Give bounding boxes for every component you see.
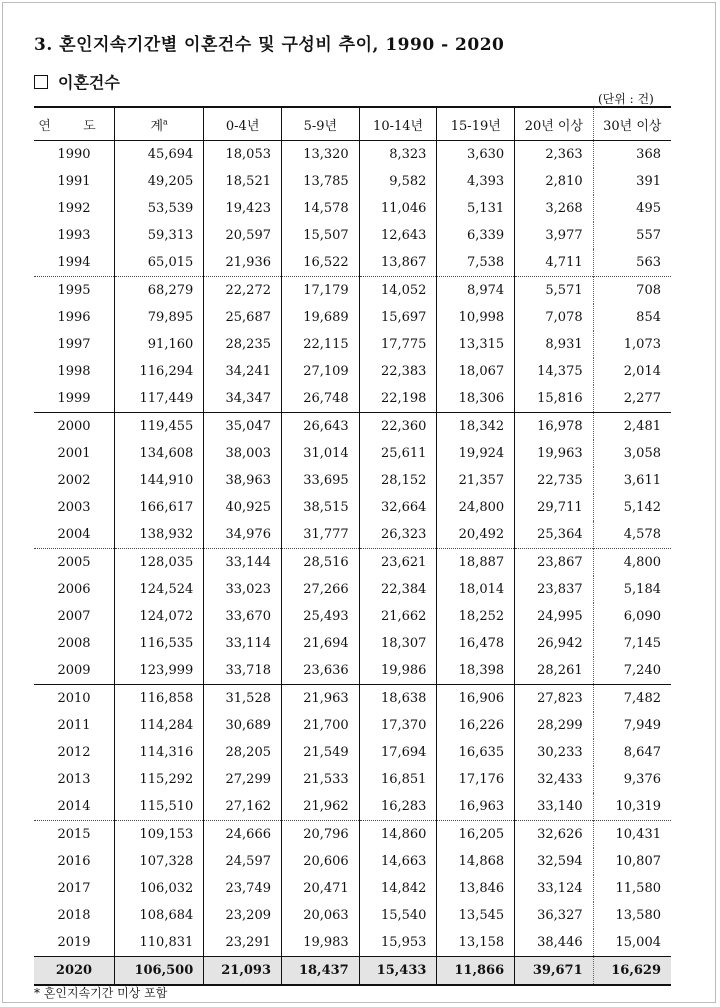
cell-year: 1991 — [57, 174, 91, 189]
cell-total: 107,328 — [115, 848, 204, 875]
cell-10-14: 23,621 — [359, 549, 437, 577]
cell-year: 1998 — [57, 364, 91, 379]
cell-total: 91,160 — [115, 331, 204, 358]
cell-0-4: 34,976 — [204, 521, 282, 549]
cell-10-14: 22,384 — [359, 576, 437, 603]
cell-20-plus: 19,963 — [515, 440, 593, 467]
cell-0-4: 33,114 — [204, 630, 282, 657]
table-row — [34, 712, 671, 739]
cell-10-14: 13,867 — [359, 249, 437, 277]
cell-15-19: 21,357 — [437, 467, 515, 494]
cell-15-19: 18,306 — [437, 385, 515, 413]
cell-5-9: 26,748 — [282, 385, 360, 413]
cell-0-4: 20,597 — [204, 222, 282, 249]
cell-5-9: 13,320 — [282, 141, 360, 169]
cell-20-plus: 23,837 — [515, 576, 593, 603]
cell-30-plus: 5,142 — [593, 494, 671, 521]
cell-30-plus: 3,611 — [593, 467, 671, 494]
cell-30-plus: 368 — [593, 141, 671, 169]
cell-15-19: 16,963 — [437, 793, 515, 821]
cell-15-19: 16,906 — [437, 685, 515, 713]
cell-total: 119,455 — [115, 413, 204, 441]
table-row — [34, 331, 671, 358]
table-row — [34, 521, 671, 549]
cell-5-9: 14,578 — [282, 195, 360, 222]
cell-15-19: 5,131 — [437, 195, 515, 222]
cell-15-19: 16,205 — [437, 821, 515, 849]
cell-total: 117,449 — [115, 385, 204, 413]
cell-year: 2006 — [57, 582, 91, 597]
cell-total: 65,015 — [115, 249, 204, 277]
cell-year: 2007 — [57, 609, 91, 624]
cell-0-4: 21,936 — [204, 249, 282, 277]
cell-0-4: 34,241 — [204, 358, 282, 385]
table-row — [34, 875, 671, 902]
cell-20-plus: 27,823 — [515, 685, 593, 713]
cell-total: 124,072 — [115, 603, 204, 630]
cell-total: 115,510 — [115, 793, 204, 821]
table-row — [34, 385, 671, 413]
cell-0-4: 38,003 — [204, 440, 282, 467]
cell-20-plus: 28,261 — [515, 657, 593, 685]
cell-year: 2008 — [57, 636, 91, 651]
cell-30-plus: 5,184 — [593, 576, 671, 603]
cell-20-plus: 3,268 — [515, 195, 593, 222]
table-row — [34, 494, 671, 521]
table-row — [34, 413, 671, 441]
cell-15-19: 14,868 — [437, 848, 515, 875]
cell-15-19: 16,226 — [437, 712, 515, 739]
cell-5-9: 28,516 — [282, 549, 360, 577]
cell-20-plus: 5,571 — [515, 277, 593, 305]
cell-year: 2004 — [57, 527, 91, 542]
cell-15-19: 3,630 — [437, 141, 515, 169]
cell-0-4: 27,162 — [204, 793, 282, 821]
cell-10-14: 11,046 — [359, 195, 437, 222]
cell-total: 166,617 — [115, 494, 204, 521]
cell-10-14: 17,370 — [359, 712, 437, 739]
cell-30-plus: 6,090 — [593, 603, 671, 630]
cell-20-plus: 8,931 — [515, 331, 593, 358]
cell-15-19: 17,176 — [437, 766, 515, 793]
cell-10-14: 21,662 — [359, 603, 437, 630]
cell-15-19: 18,398 — [437, 657, 515, 685]
table-row — [34, 168, 671, 195]
cell-0-4: 33,144 — [204, 549, 282, 577]
cell-0-4: 35,047 — [204, 413, 282, 441]
cell-total: 49,205 — [115, 168, 204, 195]
cell-total: 124,524 — [115, 576, 204, 603]
cell-year: 2010 — [34, 685, 115, 713]
square-bullet-icon — [34, 75, 48, 89]
cell-total: 134,608 — [115, 440, 204, 467]
page-title: 3. 혼인지속기간별 이혼건수 및 구성비 추이, 1990 - 2020 — [34, 35, 505, 55]
cell-5-9: 21,963 — [282, 685, 360, 713]
cell-30-plus: 2,014 — [593, 358, 671, 385]
cell-year: 1999 — [57, 391, 91, 406]
cell-5-9: 27,266 — [282, 576, 360, 603]
cell-10-14: 8,323 — [359, 141, 437, 169]
cell-15-19: 6,339 — [437, 222, 515, 249]
cell-10-14: 28,152 — [359, 467, 437, 494]
cell-total: 115,292 — [115, 766, 204, 793]
cell-10-14: 9,582 — [359, 168, 437, 195]
column-header-30-plus: 30년 이상 — [593, 107, 671, 141]
cell-10-14: 19,986 — [359, 657, 437, 685]
cell-total: 109,153 — [115, 821, 204, 849]
cell-year: 2005 — [34, 549, 115, 577]
cell-total: 144,910 — [115, 467, 204, 494]
table-row — [34, 957, 671, 986]
cell-30-plus: 11,580 — [593, 875, 671, 902]
cell-5-9: 31,014 — [282, 440, 360, 467]
cell-5-9: 13,785 — [282, 168, 360, 195]
table-row — [34, 549, 671, 577]
table-row — [34, 304, 671, 331]
cell-15-19: 8,974 — [437, 277, 515, 305]
cell-15-19: 18,014 — [437, 576, 515, 603]
cell-30-plus: 16,629 — [593, 957, 671, 986]
cell-total: 106,500 — [115, 957, 204, 986]
cell-10-14: 12,643 — [359, 222, 437, 249]
cell-0-4: 23,291 — [204, 929, 282, 957]
cell-0-4: 25,687 — [204, 304, 282, 331]
cell-10-14: 22,198 — [359, 385, 437, 413]
cell-total: 68,279 — [115, 277, 204, 305]
cell-total: 106,032 — [115, 875, 204, 902]
cell-5-9: 21,533 — [282, 766, 360, 793]
cell-0-4: 18,521 — [204, 168, 282, 195]
cell-10-14: 26,323 — [359, 521, 437, 549]
cell-30-plus: 10,431 — [593, 821, 671, 849]
cell-20-plus: 32,626 — [515, 821, 593, 849]
cell-20-plus: 36,327 — [515, 902, 593, 929]
cell-5-9: 21,694 — [282, 630, 360, 657]
cell-0-4: 33,718 — [204, 657, 282, 685]
cell-30-plus: 9,376 — [593, 766, 671, 793]
cell-30-plus: 391 — [593, 168, 671, 195]
cell-5-9: 25,493 — [282, 603, 360, 630]
cell-15-19: 24,800 — [437, 494, 515, 521]
cell-year: 2012 — [57, 745, 91, 760]
column-header-year: 연 도 — [34, 107, 115, 141]
cell-5-9: 20,063 — [282, 902, 360, 929]
cell-year: 2013 — [57, 772, 91, 787]
cell-5-9: 16,522 — [282, 249, 360, 277]
cell-30-plus: 563 — [593, 249, 671, 277]
cell-20-plus: 23,867 — [515, 549, 593, 577]
cell-5-9: 27,109 — [282, 358, 360, 385]
cell-20-plus: 32,433 — [515, 766, 593, 793]
cell-5-9: 33,695 — [282, 467, 360, 494]
cell-total: 128,035 — [115, 549, 204, 577]
column-header-0-4: 0-4년 — [204, 107, 282, 141]
cell-year: 1990 — [57, 147, 91, 162]
cell-20-plus: 39,671 — [515, 957, 593, 986]
cell-10-14: 15,953 — [359, 929, 437, 957]
cell-30-plus: 13,580 — [593, 902, 671, 929]
cell-15-19: 16,478 — [437, 630, 515, 657]
cell-total: 53,539 — [115, 195, 204, 222]
section-heading-label: 이혼건수 — [58, 73, 120, 92]
cell-10-14: 22,383 — [359, 358, 437, 385]
cell-year: 2014 — [57, 799, 91, 814]
cell-30-plus: 708 — [593, 277, 671, 305]
section-heading — [34, 70, 120, 93]
cell-10-14: 14,052 — [359, 277, 437, 305]
column-header-10-14: 10-14년 — [359, 107, 437, 141]
cell-year: 1995 — [34, 277, 115, 305]
cell-0-4: 24,666 — [204, 821, 282, 849]
table-row — [34, 766, 671, 793]
cell-5-9: 20,606 — [282, 848, 360, 875]
table-row — [34, 358, 671, 385]
cell-year: 1997 — [57, 337, 91, 352]
cell-20-plus: 14,375 — [515, 358, 593, 385]
cell-15-19: 10,998 — [437, 304, 515, 331]
cell-total: 108,684 — [115, 902, 204, 929]
table-row — [34, 902, 671, 929]
cell-total: 138,932 — [115, 521, 204, 549]
cell-10-14: 15,433 — [359, 957, 437, 986]
cell-30-plus: 854 — [593, 304, 671, 331]
cell-30-plus: 1,073 — [593, 331, 671, 358]
column-header-15-19: 15-19년 — [437, 107, 515, 141]
cell-5-9: 20,796 — [282, 821, 360, 849]
cell-0-4: 22,272 — [204, 277, 282, 305]
cell-0-4: 38,963 — [204, 467, 282, 494]
cell-15-19: 18,342 — [437, 413, 515, 441]
cell-5-9: 21,700 — [282, 712, 360, 739]
table-row — [34, 467, 671, 494]
cell-30-plus: 2,277 — [593, 385, 671, 413]
cell-20-plus: 32,594 — [515, 848, 593, 875]
cell-30-plus: 10,807 — [593, 848, 671, 875]
cell-15-19: 7,538 — [437, 249, 515, 277]
cell-10-14: 25,611 — [359, 440, 437, 467]
cell-0-4: 19,423 — [204, 195, 282, 222]
cell-total: 114,316 — [115, 739, 204, 766]
cell-15-19: 4,393 — [437, 168, 515, 195]
cell-10-14: 14,842 — [359, 875, 437, 902]
cell-total: 116,294 — [115, 358, 204, 385]
cell-total: 116,858 — [115, 685, 204, 713]
cell-year: 1993 — [57, 228, 91, 243]
cell-0-4: 24,597 — [204, 848, 282, 875]
cell-30-plus: 495 — [593, 195, 671, 222]
cell-year: 2011 — [57, 718, 91, 733]
cell-year: 2016 — [57, 854, 91, 869]
cell-5-9: 18,437 — [282, 957, 360, 986]
table-row — [34, 657, 671, 685]
cell-30-plus: 10,319 — [593, 793, 671, 821]
cell-10-14: 15,540 — [359, 902, 437, 929]
cell-20-plus: 29,711 — [515, 494, 593, 521]
table-row — [34, 249, 671, 277]
cell-15-19: 18,887 — [437, 549, 515, 577]
cell-10-14: 22,360 — [359, 413, 437, 441]
cell-30-plus: 15,004 — [593, 929, 671, 957]
table-row — [34, 848, 671, 875]
column-header-20-plus: 20년 이상 — [515, 107, 593, 141]
cell-year: 2003 — [57, 500, 91, 515]
cell-20-plus: 3,977 — [515, 222, 593, 249]
cell-30-plus: 2,481 — [593, 413, 671, 441]
cell-20-plus: 24,995 — [515, 603, 593, 630]
total-marker: a — [163, 117, 168, 127]
cell-15-19: 16,635 — [437, 739, 515, 766]
cell-5-9: 19,983 — [282, 929, 360, 957]
table-header-row — [34, 107, 671, 141]
cell-year: 1996 — [57, 310, 91, 325]
cell-year: 2017 — [57, 881, 91, 896]
cell-20-plus: 2,363 — [515, 141, 593, 169]
cell-year: 2015 — [34, 821, 115, 849]
cell-0-4: 18,053 — [204, 141, 282, 169]
cell-year: 2009 — [57, 663, 91, 678]
cell-0-4: 23,749 — [204, 875, 282, 902]
cell-0-4: 21,093 — [204, 957, 282, 986]
cell-5-9: 19,689 — [282, 304, 360, 331]
cell-5-9: 31,777 — [282, 521, 360, 549]
table-row — [34, 141, 671, 169]
cell-10-14: 18,307 — [359, 630, 437, 657]
cell-15-19: 13,158 — [437, 929, 515, 957]
cell-10-14: 16,283 — [359, 793, 437, 821]
cell-15-19: 13,545 — [437, 902, 515, 929]
cell-30-plus: 7,949 — [593, 712, 671, 739]
cell-total: 123,999 — [115, 657, 204, 685]
column-header-total — [115, 107, 204, 141]
cell-30-plus: 4,800 — [593, 549, 671, 577]
cell-15-19: 19,924 — [437, 440, 515, 467]
cell-15-19: 20,492 — [437, 521, 515, 549]
cell-15-19: 18,252 — [437, 603, 515, 630]
cell-15-19: 18,067 — [437, 358, 515, 385]
cell-30-plus: 557 — [593, 222, 671, 249]
table-row — [34, 277, 671, 305]
cell-20-plus: 22,735 — [515, 467, 593, 494]
cell-20-plus: 15,816 — [515, 385, 593, 413]
table-row — [34, 685, 671, 713]
cell-0-4: 33,670 — [204, 603, 282, 630]
cell-30-plus: 7,145 — [593, 630, 671, 657]
cell-0-4: 23,209 — [204, 902, 282, 929]
cell-0-4: 27,299 — [204, 766, 282, 793]
cell-30-plus: 7,482 — [593, 685, 671, 713]
cell-year: 2002 — [57, 473, 91, 488]
cell-20-plus: 26,942 — [515, 630, 593, 657]
cell-5-9: 17,179 — [282, 277, 360, 305]
cell-total: 79,895 — [115, 304, 204, 331]
cell-30-plus: 4,578 — [593, 521, 671, 549]
cell-5-9: 38,515 — [282, 494, 360, 521]
cell-20-plus: 33,140 — [515, 793, 593, 821]
table-row — [34, 630, 671, 657]
cell-5-9: 21,549 — [282, 739, 360, 766]
cell-10-14: 18,638 — [359, 685, 437, 713]
cell-10-14: 32,664 — [359, 494, 437, 521]
table-row — [34, 222, 671, 249]
table-row — [34, 603, 671, 630]
cell-20-plus: 7,078 — [515, 304, 593, 331]
table-row — [34, 739, 671, 766]
cell-0-4: 30,689 — [204, 712, 282, 739]
cell-0-4: 33,023 — [204, 576, 282, 603]
cell-20-plus: 33,124 — [515, 875, 593, 902]
cell-total: 45,694 — [115, 141, 204, 169]
cell-20-plus: 2,810 — [515, 168, 593, 195]
cell-0-4: 28,205 — [204, 739, 282, 766]
cell-5-9: 15,507 — [282, 222, 360, 249]
cell-total: 59,313 — [115, 222, 204, 249]
table-row — [34, 440, 671, 467]
cell-10-14: 14,663 — [359, 848, 437, 875]
cell-20-plus: 38,446 — [515, 929, 593, 957]
unit-label: (단위 : 건) — [598, 92, 654, 106]
cell-30-plus: 7,240 — [593, 657, 671, 685]
cell-total: 110,831 — [115, 929, 204, 957]
cell-5-9: 20,471 — [282, 875, 360, 902]
cell-15-19: 11,866 — [437, 957, 515, 986]
cell-30-plus: 3,058 — [593, 440, 671, 467]
cell-year: 2020 — [34, 957, 115, 986]
column-header-5-9: 5-9년 — [282, 107, 360, 141]
cell-year: 1992 — [57, 201, 91, 216]
cell-0-4: 34,347 — [204, 385, 282, 413]
cell-20-plus: 30,233 — [515, 739, 593, 766]
cell-0-4: 40,925 — [204, 494, 282, 521]
cell-10-14: 17,694 — [359, 739, 437, 766]
table-body — [34, 141, 671, 986]
cell-year: 2018 — [57, 908, 91, 923]
cell-30-plus: 8,647 — [593, 739, 671, 766]
cell-total: 116,535 — [115, 630, 204, 657]
cell-year: 2019 — [57, 935, 91, 950]
cell-5-9: 22,115 — [282, 331, 360, 358]
table-row — [34, 576, 671, 603]
cell-10-14: 16,851 — [359, 766, 437, 793]
cell-10-14: 15,697 — [359, 304, 437, 331]
cell-20-plus: 16,978 — [515, 413, 593, 441]
cell-0-4: 31,528 — [204, 685, 282, 713]
cell-10-14: 17,775 — [359, 331, 437, 358]
cell-5-9: 23,636 — [282, 657, 360, 685]
table-row — [34, 195, 671, 222]
cell-10-14: 14,860 — [359, 821, 437, 849]
table-row — [34, 793, 671, 821]
cell-5-9: 21,962 — [282, 793, 360, 821]
cell-15-19: 13,846 — [437, 875, 515, 902]
column-header-total-label: 계 — [150, 118, 164, 134]
cell-15-19: 13,315 — [437, 331, 515, 358]
cell-20-plus: 4,711 — [515, 249, 593, 277]
cell-20-plus: 25,364 — [515, 521, 593, 549]
divorce-table — [34, 106, 671, 986]
table-row — [34, 929, 671, 957]
cell-20-plus: 28,299 — [515, 712, 593, 739]
cell-year: 1994 — [57, 255, 91, 270]
cell-total: 114,284 — [115, 712, 204, 739]
cell-year: 2000 — [34, 413, 115, 441]
table-row — [34, 821, 671, 849]
footnote: * 혼인지속기간 미상 포함 — [34, 986, 168, 1000]
cell-year: 2001 — [57, 446, 91, 461]
cell-0-4: 28,235 — [204, 331, 282, 358]
cell-5-9: 26,643 — [282, 413, 360, 441]
